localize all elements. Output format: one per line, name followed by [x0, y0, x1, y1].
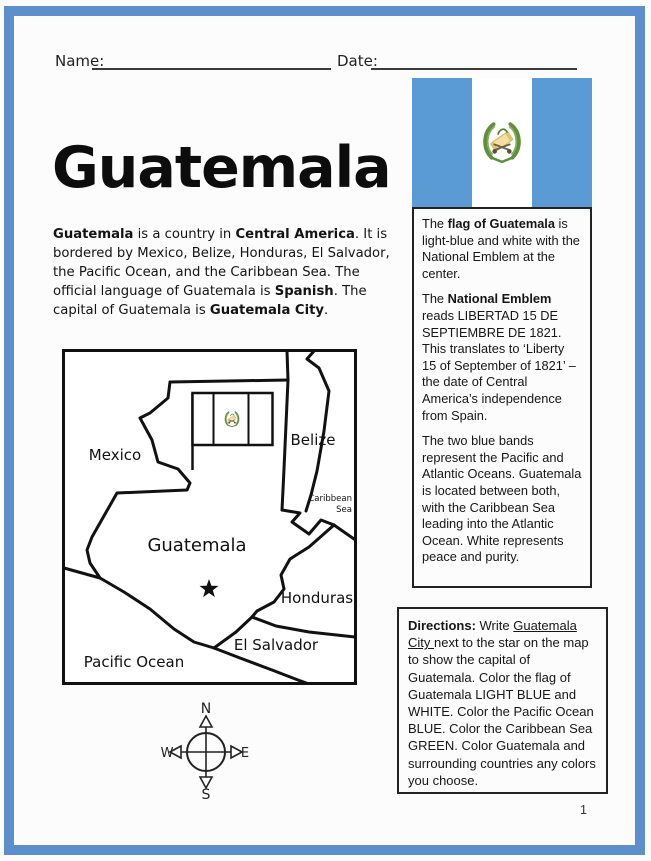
- compass-north-label: N: [200, 701, 212, 717]
- directions-underlined-text: Guatemala City: [408, 618, 577, 651]
- directions-box: Directions: Write Guatemala City next to the star on the map to show the capital of Guatemala. Color the flag of Guatemala LIGHT BLUE and WHITE. Color the Pacific Ocean BLUE. Color the Caribbean Sea GREEN. Color Guatemala and surrounding countries any colors you choose.: [397, 607, 608, 794]
- flag-info-paragraph-1: The flag of Guatemala is light-blue and white with the National Emblem at the center.: [422, 216, 580, 281]
- compass-south-label: S: [201, 787, 211, 800]
- map-label-guatemala: Guatemala: [147, 535, 247, 556]
- intro-bold-spanish: Spanish: [274, 284, 334, 299]
- map-label-pacific-ocean: Pacific Ocean: [83, 653, 185, 671]
- compass-rose-icon: [156, 700, 256, 804]
- map-label-caribbean-1: Caribbean: [308, 494, 352, 504]
- directions-label: Directions:: [408, 618, 476, 633]
- guatemala-flag: [412, 78, 592, 207]
- name-label: Name:: [55, 52, 105, 70]
- intro-bold-guatemala-city: Guatemala City: [209, 303, 325, 318]
- flag-emblem-icon: [479, 119, 525, 165]
- map-label-mexico: Mexico: [88, 446, 142, 464]
- map-label-belize: Belize: [290, 431, 336, 449]
- flag-info-box: [412, 207, 592, 588]
- page-number: 1: [580, 803, 587, 817]
- date-label: Date:: [337, 52, 378, 70]
- compass-west-label: W: [160, 746, 174, 761]
- name-input-line[interactable]: [92, 68, 331, 70]
- flag-info-paragraph-2: The National Emblem reads LIBERTAD 15 DE SEPTIEMBRE DE 1821. This translates to ‘Liberty 15 of September of 1821’ – the date of Central America’s independence from Spain.: [422, 291, 576, 423]
- page-title: Guatemala: [52, 135, 391, 201]
- date-input-line[interactable]: [371, 68, 577, 70]
- compass-east-label: E: [240, 746, 250, 761]
- map-label-honduras: Honduras: [280, 589, 354, 607]
- flag-blue-band-left: [412, 78, 472, 207]
- flag-blue-band-right: [532, 78, 592, 207]
- guatemala-map: [62, 349, 357, 689]
- map-label-el-salvador: El Salvador: [233, 636, 319, 654]
- intro-bold-guatemala: Guatemala: [53, 227, 134, 242]
- intro-paragraph: Guatemala is a country in Central America. It is bordered by Mexico, Belize, Honduras, El Salvador, the Pacific Ocean, and the Caribbean Sea. The official language of Guatemala is Spanish. The capital of Guatemala is Guatemala City.: [53, 227, 390, 318]
- flag-info-paragraph-3: The two blue bands represent the Pacific and Atlantic Oceans. Guatemala is located between both, with the Caribbean Sea leading into the Atlantic Ocean. White represents peace and purity.: [422, 433, 582, 565]
- map-label-caribbean-2: Sea: [336, 505, 352, 515]
- intro-bold-central-america: Central America: [235, 227, 355, 242]
